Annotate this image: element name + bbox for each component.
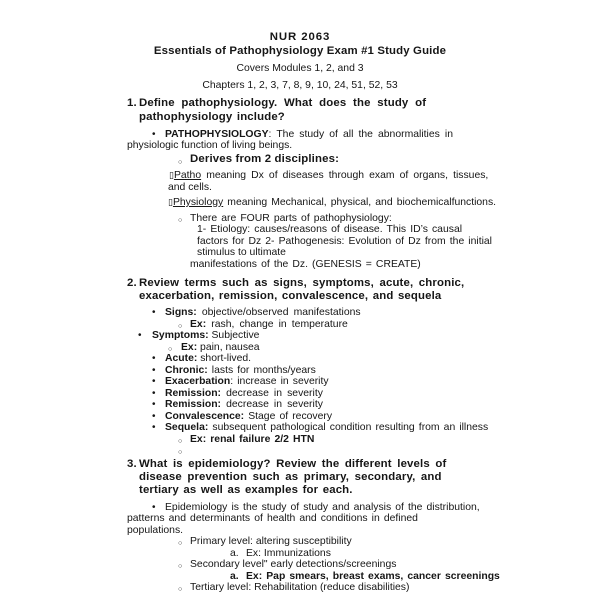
example-line-pain [0,342,600,354]
pathophysiology-definition-line [0,129,600,141]
derives-line [0,153,600,166]
bullet-dot-icon: • [152,376,156,388]
term-sequela-def: subsequent pathological condition resulting from an illness [208,422,489,434]
ex-label: Ex: [181,341,198,353]
epidemiology-definition-cont-2 [0,525,600,537]
four-parts-line-1 [0,224,600,236]
ex-label: Ex: [190,318,207,330]
term-exacerbation: Exacerbation [165,376,231,388]
circle-bullet-icon: ○ [178,563,183,571]
term-remission-def: decrease in severity [221,387,323,399]
question-1-text-cont: pathophysiology include? [139,110,285,123]
secondary-level-line [0,559,600,571]
alpha-marker: a. [230,570,239,582]
epidemiology-definition-line [0,502,600,514]
question-3-title-line-1 [0,458,600,471]
epidemiology-def-text: Epidemiology is the study of study and analysis of the distribution, [165,501,480,513]
tertiary-level-text: Tertiary level: Rehabilitation (reduce disabilities) [190,582,410,594]
term-symptoms: Symptoms: [152,330,209,342]
bullet-dot-icon: • [138,330,142,342]
primary-level-text: Primary level: altering susceptibility [190,536,352,548]
term-line-exacerbation [0,376,600,388]
term-convalescence-def: Stage of recovery [244,410,333,422]
example-line-rash [0,319,600,331]
missing-glyph-icon: ▯ [169,170,174,181]
term-remission-def: decrease in severity [221,399,323,411]
secondary-level-text: Secondary level" early detections/screenings [190,559,397,571]
ex-pain-text: pain, nausea [197,341,260,353]
tertiary-level-line [0,582,600,594]
question-1-title-line-2 [0,111,600,124]
term-line-acute [0,353,600,365]
primary-level-line [0,536,600,548]
question-2-number: 2. [127,277,137,290]
term-line-symptoms [0,330,600,342]
four-parts-intro-text: There are FOUR parts of pathophysiology: [190,212,392,224]
question-3-number: 3. [127,457,137,470]
ex-renal-text: Ex: renal failure 2/2 HTN [190,433,315,445]
pathophysiology-definition-cont [0,140,600,152]
term-line-chronic [0,365,600,377]
term-convalescence: Convalescence: [165,410,245,422]
term-line-sequela [0,422,600,434]
immunizations-text: Ex: Immunizations [246,547,331,559]
missing-glyph-icon: ▯ [168,197,173,208]
term-acute: Acute: [165,353,198,365]
modules-line: Covers Modules 1, 2, and 3 [236,63,364,75]
pathogenesis-text: factors for Dz 2- Pathogenesis: Evolution of Dz from the initial [197,235,492,247]
question-2-title-line-1 [0,277,600,290]
question-1-title-line-1 [0,97,600,110]
epidemiology-definition-cont-1 [0,513,600,525]
bullet-dot-icon: • [152,410,156,422]
term-sequela: Sequela: [165,422,209,434]
secondary-example-line [0,571,600,583]
term-signs: Signs: [165,307,197,319]
physiology-word: Physiology [172,197,224,209]
pathophysiology-def: : The study of all the abnormalities in [268,128,453,140]
bullet-dot-icon: • [152,387,156,399]
epidemiology-def-cont-text-2: populations. [127,524,184,536]
ex-rash-text: rash, change in temperature [206,318,348,330]
term-line-remission-2 [0,399,600,411]
term-exacerbation-def: : increase in severity [230,376,329,388]
question-3-text-cont-2: tertiary as well as examples for each. [139,484,353,497]
term-signs-def: objective/observed manifestations [196,307,361,319]
primary-example-line [0,548,600,560]
term-remission: Remission: [165,387,222,399]
bullet-dot-icon: • [152,128,156,140]
bullet-dot-icon: • [152,307,156,319]
patho-meaning: meaning Dx of diseases through exam of organs, tissues, [201,170,489,182]
four-parts-line-3 [0,247,600,259]
physiology-discipline-line [0,197,600,209]
empty-bullet-line [0,445,600,457]
circle-bullet-icon: ○ [178,158,183,166]
circle-bullet-icon: ○ [178,437,183,445]
term-acute-def: short-lived. [197,353,252,365]
term-chronic: Chronic: [165,364,208,376]
derives-text: Derives from 2 disciplines: [190,152,340,165]
four-parts-line-4 [0,259,600,271]
course-code: NUR 2063 [269,31,331,43]
chapters-line: Chapters 1, 2, 3, 7, 8, 9, 10, 24, 51, 52, 53 [202,79,398,91]
patho-meaning-cont: and cells. [168,181,212,193]
pathophysiology-def-cont-text: physiologic function of living beings. [127,140,293,152]
bullet-dot-icon: • [152,501,156,513]
circle-bullet-icon: ○ [178,540,183,548]
circle-bullet-icon: ○ [178,322,183,330]
patho-discipline-line [0,170,600,182]
stimulus-text: stimulus to ultimate [197,247,286,259]
question-2-text: Review terms such as signs, symptoms, acute, chronic, [139,277,465,290]
question-3-title-line-3 [0,484,600,497]
pathophysiology-term: PATHOPHYSIOLOGY [165,128,269,140]
question-2-text-cont: exacerbation, remission, convalescence, and sequela [139,290,442,303]
example-line-renal [0,434,600,446]
circle-bullet-icon: ○ [178,216,183,224]
term-symptoms-def: Subjective [208,330,260,342]
genesis-text: manifestations of the Dz. (GENESIS = CREATE) [190,258,421,270]
question-3-text: What is epidemiology? Review the different levels of [139,457,447,470]
bullet-dot-icon: • [152,422,156,434]
question-1-text: Define pathophysiology. What does the study of [139,97,427,110]
patho-discipline-cont [0,182,600,194]
question-1-number: 1. [127,97,137,110]
circle-bullet-icon: ○ [168,345,173,353]
question-3-title-line-2 [0,471,600,484]
question-2-title-line-2 [0,290,600,303]
doc-title: Essentials of Pathophysiology Exam #1 Study Guide [153,45,447,58]
term-line-convalescence [0,411,600,423]
four-parts-line-2 [0,236,600,248]
physiology-meaning: meaning Mechanical, physical, and biochemicalfunctions. [223,197,497,209]
patho-word: Patho [173,170,202,182]
alpha-marker: a. [230,547,239,559]
bullet-dot-icon: • [152,353,156,365]
circle-bullet-icon: ○ [178,449,183,457]
four-parts-intro-line [0,213,600,225]
bullet-dot-icon: • [152,399,156,411]
term-line-signs [0,307,600,319]
circle-bullet-icon: ○ [178,586,183,594]
question-3-text-cont: disease prevention such as primary, secondary, and [139,471,442,484]
term-chronic-def: lasts for months/years [207,364,316,376]
pap-smears-text: Ex: Pap smears, breast exams, cancer screenings [246,570,500,582]
term-remission: Remission: [165,399,222,411]
etiology-text: 1- Etiology: causes/reasons of disease. This ID’s causal [197,224,463,236]
term-line-remission-1 [0,388,600,400]
epidemiology-def-cont-text: patterns and determinants of health and conditions in defined [127,513,418,525]
bullet-dot-icon: • [152,364,156,376]
